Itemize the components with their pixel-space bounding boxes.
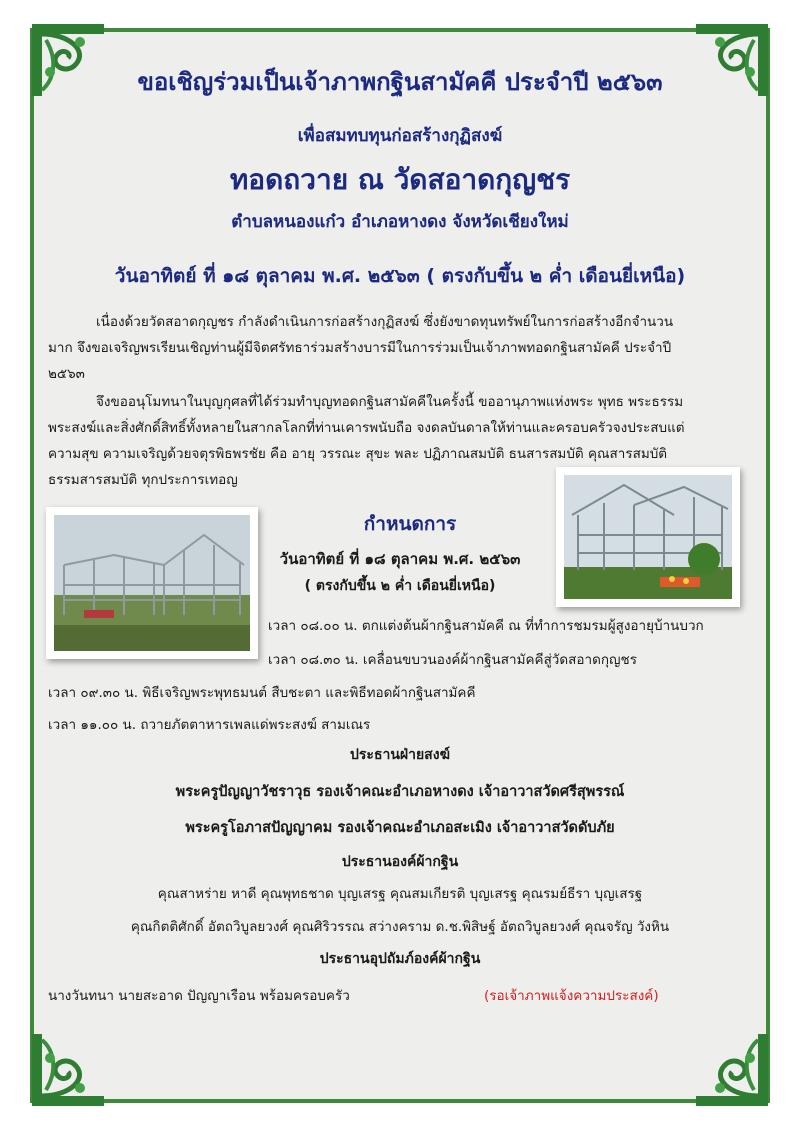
kathin-chair-names: คุณกิตติศักดิ์ อัตถวิบูลยวงศ์ คุณศิริวรรณ สว่างคราม ด.ช.พิสิษฐ์ อัตถวิบูลยวงศ์ คุณจรัญ วังหิน [130,919,670,935]
invitation-title: ขอเชิญร่วมเป็นเจ้าภาพกฐินสามัคคี ประจำปี ๒๕๖๓ [137,68,663,96]
intro-text-line: เนื่องด้วยวัดสอาดกุญชร กำลังดำเนินการก่อสร้างกุฏิสงฆ์ ซึ่งยังขาดทุนทรัพย์ในการก่อสร้างอีกจำนวน [96,314,674,330]
blessing-text-line: ธรรมสารสมบัติ ทุกประการเทอญ [48,472,238,488]
support-chair-note: (รอเจ้าภาพแจ้งความประสงค์) [484,988,659,1004]
monk-chair-name: พระครูโอภาสปัญญาคม รองเจ้าคณะอำเภอสะเมิง เจ้าอาวาสวัดดับภัย [185,820,615,836]
purpose-subtitle: เพื่อสมทบทุนก่อสร้างกุฏิสงฆ์ [297,126,503,146]
monk-chair-name: พระครูปัญญาวัชราวุธ รองเจ้าคณะอำเภอหางดง เจ้าอาวาสวัดศรีสุพรรณ์ [175,784,625,800]
event-date-line: วันอาทิตย์ ที่ ๑๘ ตุลาคม พ.ศ. ๒๕๖๓ ( ตรงกับขึ้น ๒ ค่ำ เดือนยี่เหนือ) [114,265,686,287]
schedule-item: เวลา ๐๘.๓๐ น. เคลื่อนขบวนองค์ผ้ากฐินสามัคคีสู่วัดสอาดกุญชร [268,652,637,668]
blessing-text-line: พระสงฆ์และสิ่งศักดิ์สิทธิ์ทั้งหลายในสากลโลกที่ท่านเคารพนับถือ จงดลบันดาลให้ท่านและครอบครัวจงประสบแต่ [48,420,685,436]
schedule-item: เวลา ๑๑.๐๐ น. ถวายภัตตาหารเพลแด่พระสงฆ์ สามเณร [48,717,371,733]
kathin-chair-names: คุณสาหร่าย หาดี คุณพุทธชาด บุญเสรฐ คุณสมเกียรติ บุญเสรฐ คุณรมย์ธีรา บุญเสรฐ [157,886,643,902]
support-chair-names: นางวันทนา นายสะอาด ปัญญาเรือน พร้อมครอบครัว [48,988,350,1004]
schedule-title: กำหนดการ [363,513,457,535]
corner-ornament-icon [692,1030,772,1110]
kathin-chairs-title: ประธานองค์ผ้ากฐิน [341,854,459,870]
blessing-text-line: ความสุข ความเจริญด้วยจตุรพิธพรชัย คือ อายุ วรรณะ สุขะ พละ ปฏิภาณสมบัติ ธนสารสมบัติ คุณสารสมบัติ [48,446,668,462]
blessing-text-line: จึงขออนุโมทนาในบุญกุศลที่ได้ร่วมทำบุญทอดกฐินสามัคคีในครั้งนี้ ขออานุภาพแห่งพระ พุทธ พระธรรม [96,394,684,410]
location-line: ตำบลหนองแก๋ว อำเภอหางดง จังหวัดเชียงใหม่ [231,212,569,232]
schedule-lunar-date: ( ตรงกับขึ้น ๒ ค่ำ เดือนยี่เหนือ) [304,578,496,594]
monk-chairs-title: ประธานฝ่ายสงฆ์ [350,747,450,763]
intro-text-line: มาก จึงขอเจริญพรเรียนเชิญท่านผู้มีจิตศรัทธาร่วมสร้างบารมีในการร่วมเป็นเจ้าภาพทอดกฐินสามัคคี ประจำปี [48,340,672,356]
temple-title: ทอดถวาย ณ วัดสอาดกุญชร [229,163,571,196]
schedule-date: วันอาทิตย์ ที่ ๑๘ ตุลาคม พ.ศ. ๒๕๖๓ [279,550,521,568]
schedule-item: เวลา ๐๙.๓๐ น. พิธีเจริญพระพุทธมนต์ สืบชะตา และพิธีทอดผ้ากฐินสามัคคี [48,685,476,701]
support-chairs-title: ประธานอุปถัมภ์องค์ผ้ากฐิน [319,951,481,967]
intro-text-line: ๒๕๖๓ [48,366,85,382]
corner-ornament-icon [28,1030,108,1110]
schedule-item: เวลา ๐๘.๐๐ น. ตกแต่งต้นผ้ากฐินสามัคคี ณ ที่ทำการชมรมผู้สูงอายุบ้านบวก [268,618,704,634]
